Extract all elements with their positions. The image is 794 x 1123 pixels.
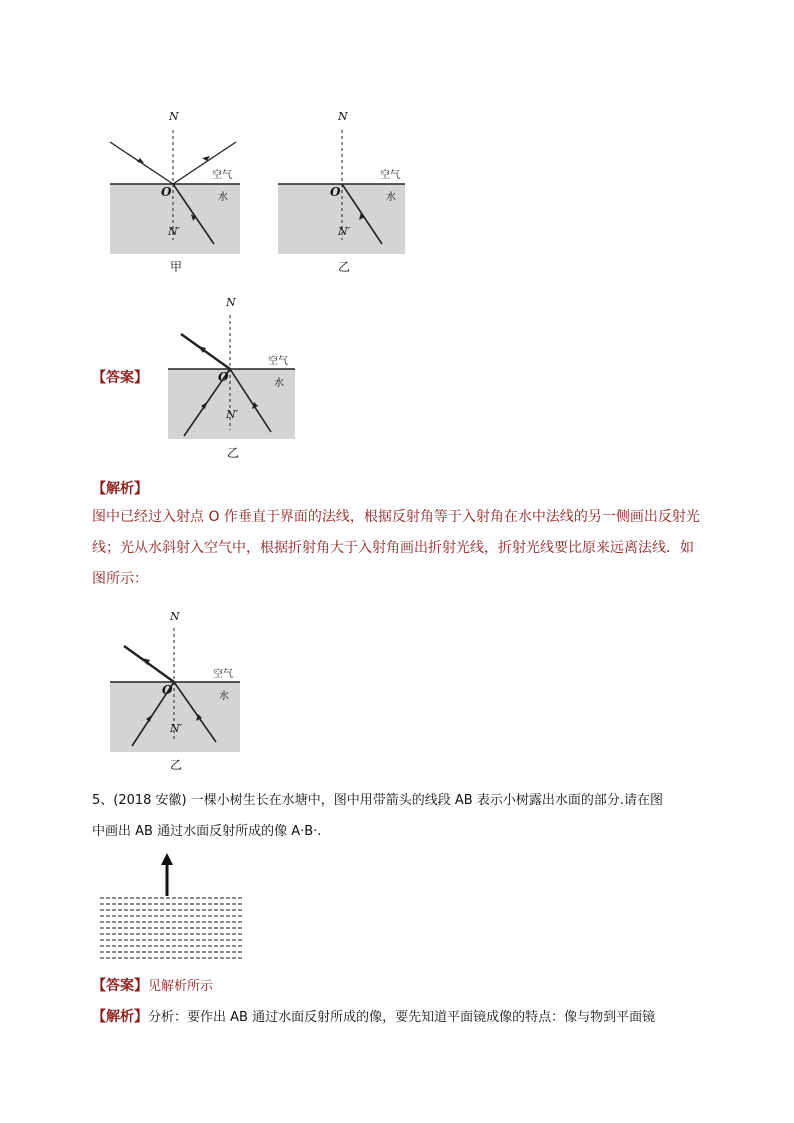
label-n-top: N [169, 110, 179, 123]
analysis-tag-q4: 【解析】 [92, 481, 148, 497]
label-water: 水 [386, 192, 396, 203]
label-o: O [162, 683, 173, 697]
water-hatching [100, 898, 242, 958]
caption-answer: 乙 [227, 446, 240, 460]
label-o: O [330, 185, 341, 199]
caption-analysis: 乙 [170, 758, 183, 772]
question-line: 5、(2018 安徽) 一棵小树生长在水塘中，图中用带箭头的线段 AB 表示小树露出水面的部分.请在图 [92, 793, 663, 808]
analysis-line: 图中已经过入射点 O 作垂直于界面的法线，根据反射角等于入射角在水中法线的另一侧画出反射光 [92, 509, 700, 525]
label-o: O [161, 185, 172, 199]
label-air: 空气 [380, 170, 400, 181]
label-water: 水 [218, 192, 228, 203]
label-o: O [218, 370, 229, 384]
figure-jia-svg [90, 100, 260, 280]
caption-jia: 甲 [170, 260, 183, 274]
analysis-line: 图所示： [92, 571, 148, 587]
label-n-bottom: N′ [338, 225, 351, 238]
q5-figure-svg [100, 850, 250, 965]
label-n-bottom: N′ [168, 225, 181, 238]
label-n-bottom: N′ [226, 408, 239, 421]
answer-tag-q4: 【答案】 [92, 370, 148, 386]
label-water: 水 [219, 691, 229, 702]
refracted-ray [181, 334, 230, 369]
answer-text-q5: 见解析所示 [148, 979, 214, 994]
analysis-line: 线；光从水斜射入空气中，根据折射角大于入射角画出折射光线，折射光线要比原来远离法线．如 [92, 540, 694, 556]
caption-yi: 乙 [338, 260, 351, 274]
answer-figure-svg [148, 290, 318, 470]
label-air: 空气 [213, 669, 233, 680]
label-n-top: N [226, 296, 236, 309]
answer-figure [148, 290, 318, 470]
analysis-tag-q5: 【解析】 [92, 1009, 148, 1025]
analysis-figure [90, 600, 260, 780]
tree-arrowhead [161, 853, 173, 865]
label-water: 水 [274, 378, 284, 389]
incident-ray [110, 142, 173, 184]
refracted-ray [124, 646, 174, 682]
question-line: 中画出 AB 通过水面反射所成的像 A·B·. [92, 824, 322, 839]
label-air: 空气 [268, 356, 288, 367]
answer-tag-q5: 【答案】 [92, 978, 148, 994]
figure-jia [90, 100, 260, 280]
q5-figure [100, 850, 250, 965]
figure-yi-svg [258, 100, 428, 280]
analysis-text-q4 [92, 502, 712, 595]
analysis-figure-svg [90, 600, 260, 780]
label-n-top: N [338, 110, 348, 123]
analysis-text-q5: 分析：要作出 AB 通过水面反射所成的像，要先知道平面镜成像的特点：像与物到平面镜 [148, 1010, 656, 1025]
figure-yi [258, 100, 428, 280]
label-air: 空气 [212, 170, 232, 181]
label-n-bottom: N′ [170, 722, 183, 735]
question-5 [92, 785, 712, 847]
label-n-top: N [170, 610, 180, 623]
